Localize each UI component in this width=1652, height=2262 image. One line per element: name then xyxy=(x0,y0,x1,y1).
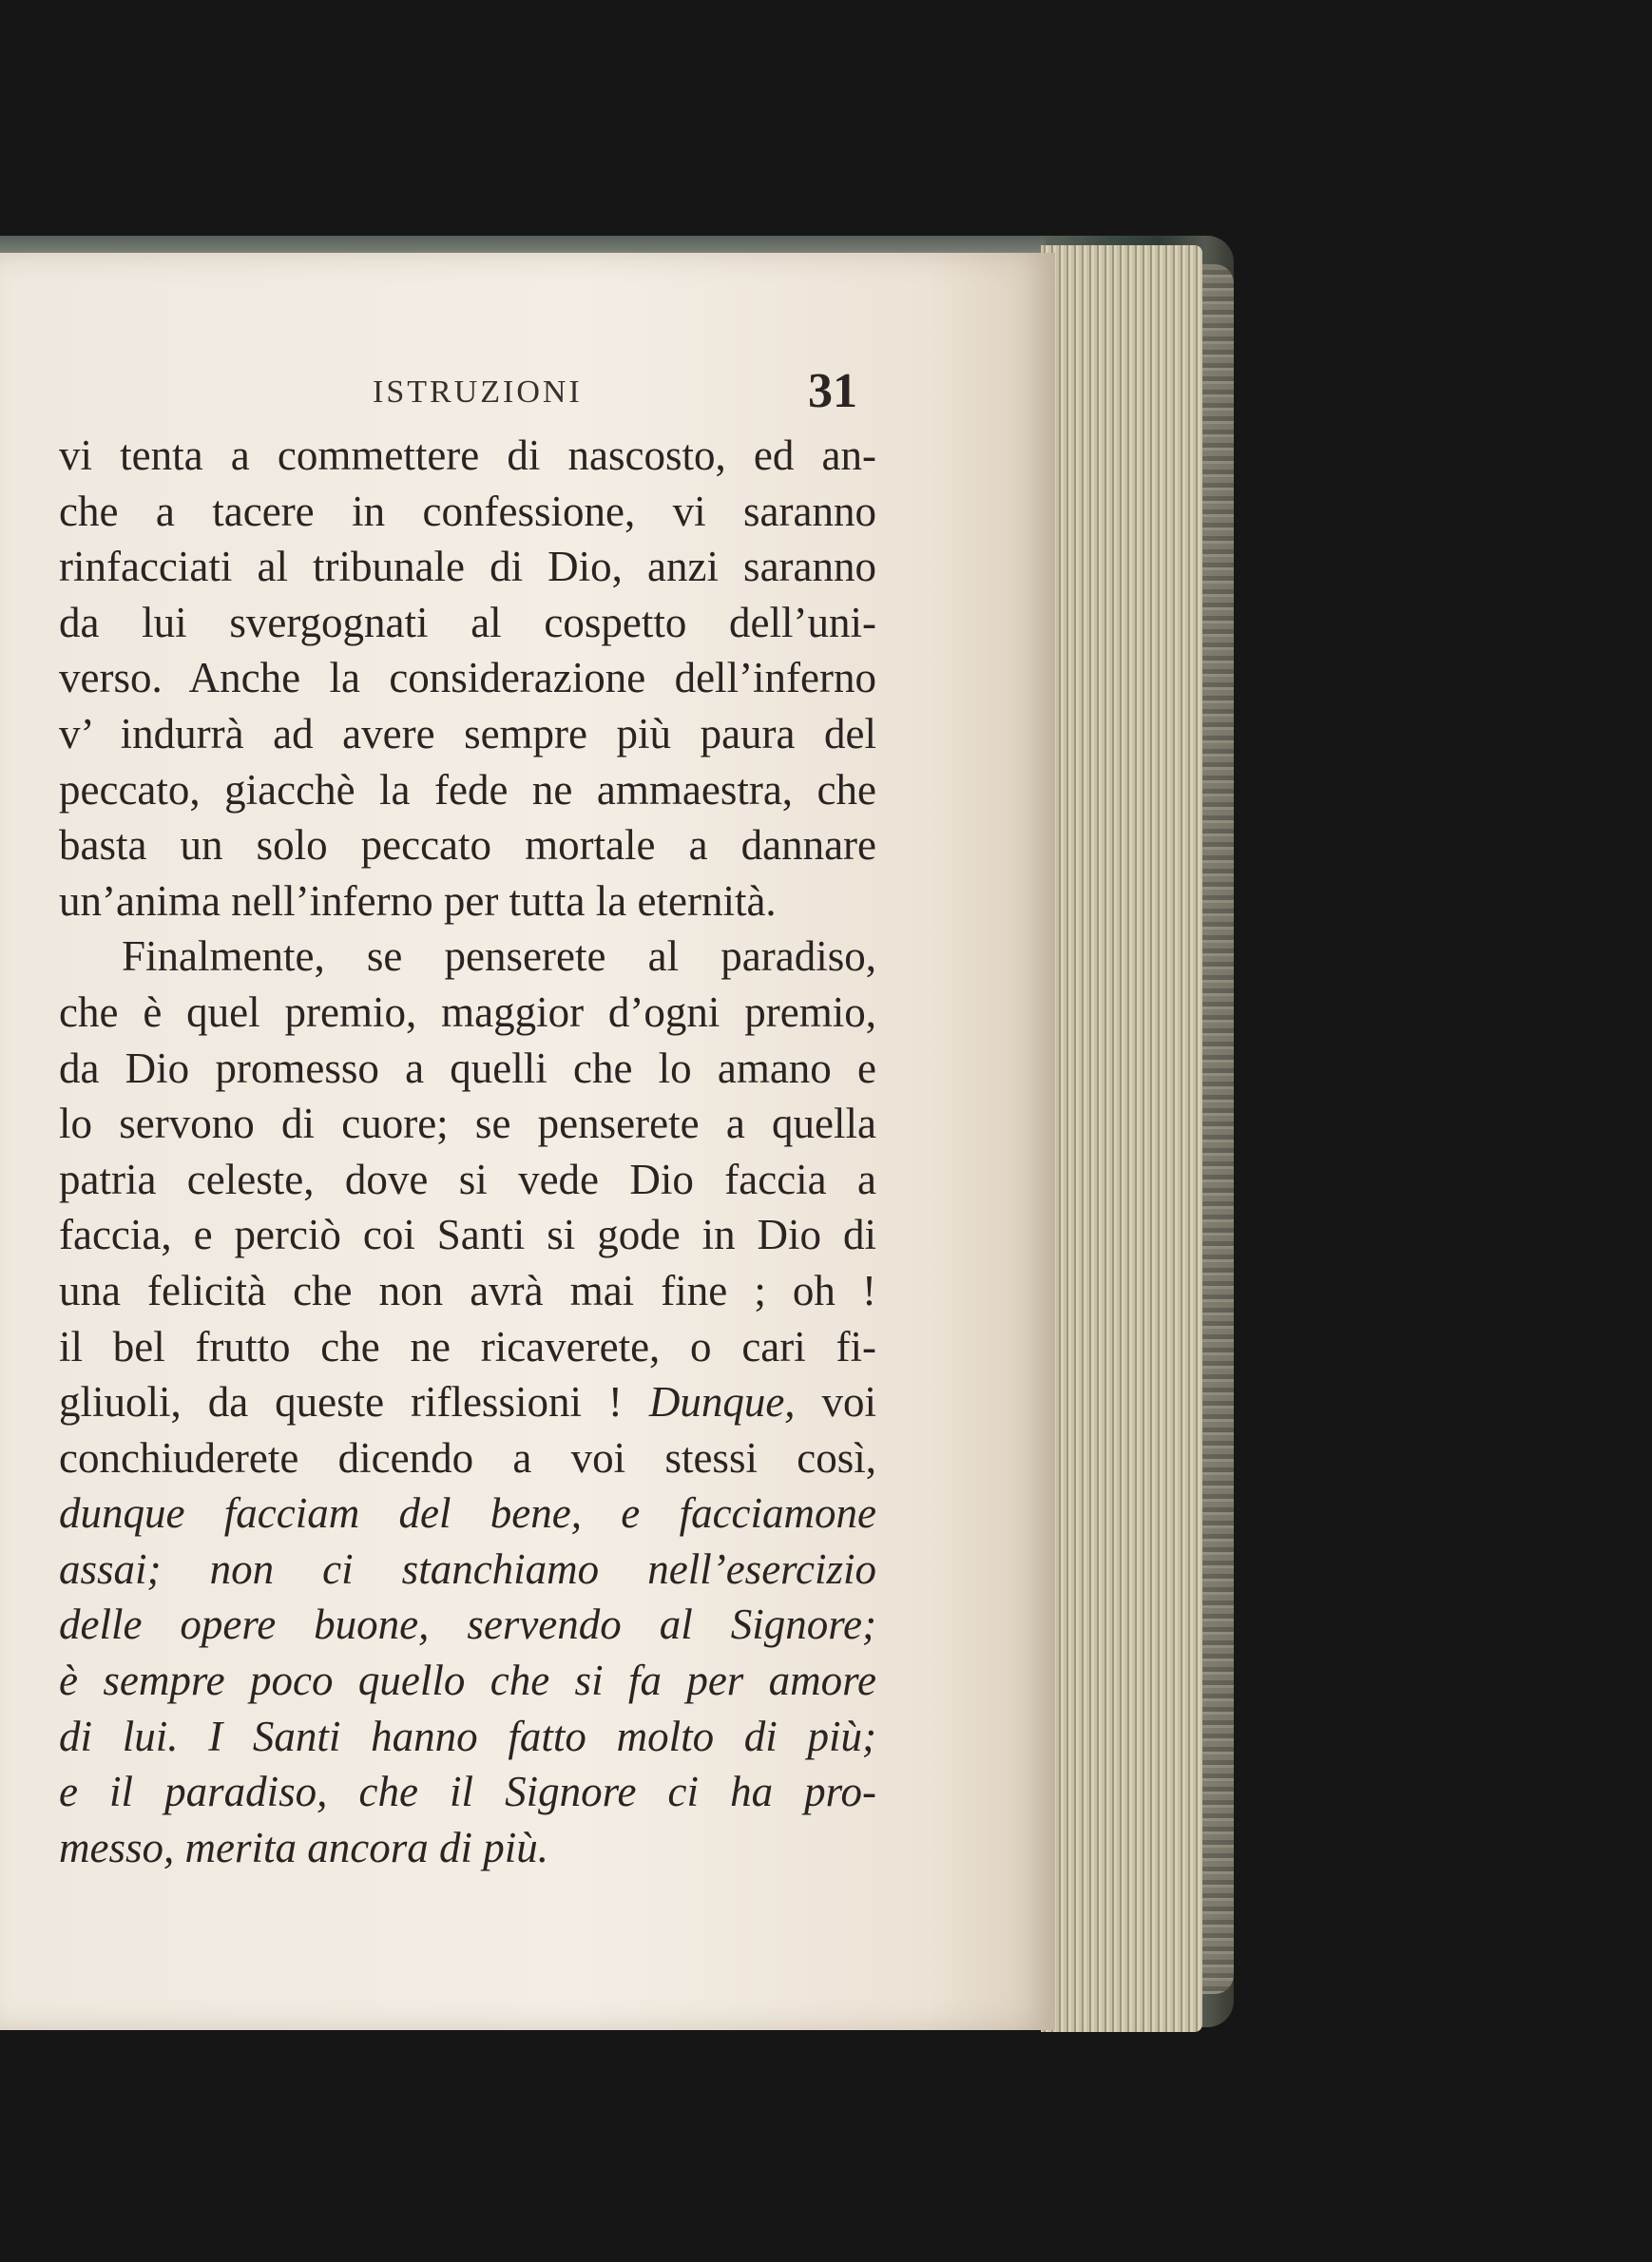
text-line: Finalmente, se penserete al paradiso, xyxy=(122,932,876,981)
text-line: da Dio promesso a quelli che lo amano e xyxy=(59,1044,876,1092)
text-line-italic: è sempre poco quello che si fa per amore xyxy=(59,1657,876,1705)
text-line: che a tacere in confessione, vi saranno xyxy=(59,487,876,535)
text-line-italic: dunque facciam del bene, e facciamone xyxy=(59,1489,876,1538)
text-line: basta un solo peccato mortale a dannare xyxy=(59,821,876,870)
body-text xyxy=(59,428,876,1875)
text-segment-italic: Dunque, xyxy=(648,1378,796,1427)
text-line-italic: assai; non ci stanchiamo nell’esercizio xyxy=(59,1544,876,1593)
text-line: patria celeste, dove si vede Dio faccia a xyxy=(59,1155,876,1203)
text-line: una felicità che non avrà mai fine ; oh ! xyxy=(59,1266,876,1314)
text-line: peccato, giacchè la fede ne ammaestra, che xyxy=(59,765,876,814)
running-title: ISTRUZIONI xyxy=(373,374,583,410)
text-line: rinfacciati al tribunale di Dio, anzi saranno xyxy=(59,543,876,591)
page-edges xyxy=(1041,245,1202,2032)
text-line-italic: delle opere buone, servendo al Signore; xyxy=(59,1601,876,1649)
text-line: vi tenta a commettere di nascosto, ed an- xyxy=(59,431,876,479)
text-line: v’ indurrà ad avere sempre più paura del xyxy=(59,709,876,757)
text-line: faccia, e perciò coi Santi si gode in Dio di xyxy=(59,1211,876,1259)
text-line: verso. Anche la considerazione dell’inferno xyxy=(59,654,876,702)
page-number: 31 xyxy=(808,364,857,418)
text-segment: voi xyxy=(821,1378,877,1427)
text-line: il bel frutto che ne ricaverete, o cari fi- xyxy=(59,1322,876,1371)
text-line: lo servono di cuore; se penserete a quella xyxy=(59,1100,876,1148)
running-head xyxy=(373,363,857,420)
text-line: conchiuderete dicendo a voi stessi così, xyxy=(59,1433,876,1482)
text-line: un’anima nell’inferno per tutta la eternità. xyxy=(59,876,777,925)
text-line: da lui svergognati al cospetto dell’uni- xyxy=(59,598,876,646)
text-segment: gliuoli, da queste riflessioni ! xyxy=(59,1378,623,1427)
text-line-mixed xyxy=(59,1374,876,1430)
text-line: che è quel premio, maggior d’ogni premio, xyxy=(59,987,876,1036)
text-line-italic: di lui. I Santi hanno fatto molto di più; xyxy=(59,1712,876,1760)
text-line-italic: messo, merita ancora di più. xyxy=(59,1823,548,1871)
text-line-italic: e il paradiso, che il Signore ci ha pro- xyxy=(59,1768,876,1816)
